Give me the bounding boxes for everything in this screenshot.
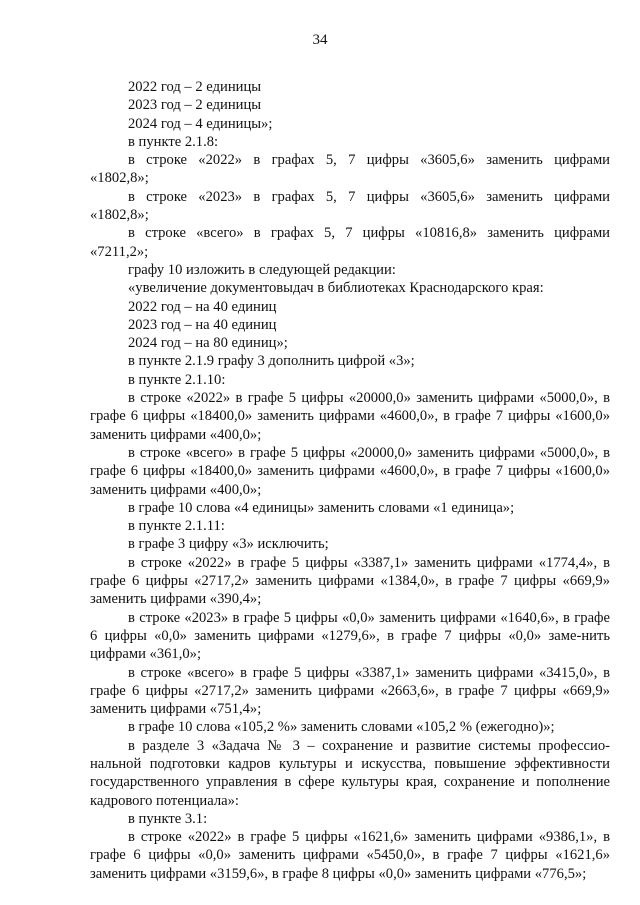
paragraph: в графе 3 цифру «3» исключить; <box>128 536 329 553</box>
paragraph: в строке «2023» в графе 5 цифры «0,0» заменить цифрами «1640,6», в графе 6 цифры «0,0» заменить цифрами «1279,6», в графе 7 цифры «0,0» заме-нить цифрами «361,0»; <box>90 609 610 663</box>
paragraph: в строке «2022» в графе 5 цифры «20000,0» заменить цифрами «5000,0», в графе 6 цифры «18400,0» заменить цифрами «4600,0», в графе 7 цифры «1600,0» заменить цифрами «400,0»; <box>90 390 610 443</box>
paragraph: 2022 год – 2 единицы <box>128 79 262 95</box>
paragraph: «7211,2»; <box>90 243 149 260</box>
paragraph: в пункте 2.1.10: <box>128 371 226 388</box>
paragraph: графу 10 изложить в следующей редакции: <box>128 261 396 278</box>
paragraph: «1802,8»; <box>90 170 149 187</box>
paragraph: «1802,8»; <box>90 207 149 224</box>
paragraph: в строке «2022» в графах 5, 7 цифры «3605,6» заменить цифрами <box>128 152 610 169</box>
paragraph: в графе 10 слова «4 единицы» заменить словами «1 единица»; <box>128 499 515 516</box>
paragraph: в графе 10 слова «105,2 %» заменить словами «105,2 % (ежегодно)»; <box>128 719 555 736</box>
paragraph: в разделе 3 «Задача № 3 – сохранение и развитие системы профессио-нальной подготовки кадров культуры и искусства, повышение эффективности государственного управления в сфере культуры края, сохранение и пополнение кадрового потенциала»: <box>90 737 610 809</box>
paragraph: в строке «2022» в графе 5 цифры «3387,1» заменить цифрами «1774,4», в графе 6 цифры «2717,2» заменить цифрами «1384,0», в графе 7 цифры «669,9» заменить цифрами «390,4»; <box>90 554 610 608</box>
paragraph: 2023 год – на 40 единиц <box>128 316 277 333</box>
paragraph: в строке «2022» в графе 5 цифры «1621,6» заменить цифрами «9386,1», в графе 6 цифры «0,0» заменить цифрами «5450,0», в графе 7 цифры «1621,6» заменить цифрами «3159,6», в графе 8 цифры «0,0» заменить цифрами «776,5»; <box>90 829 610 882</box>
paragraph: в строке «всего» в графах 5, 7 цифры «10816,8» заменить цифрами <box>128 225 610 242</box>
paragraph: в строке «всего» в графе 5 цифры «3387,1» заменить цифрами «3415,0», в графе 6 цифры «2717,2» заменить цифрами «2663,6», в графе 7 цифры «669,9» заменить цифрами «751,4»; <box>90 664 610 718</box>
paragraph: в пункте 2.1.9 графу 3 дополнить цифрой «3»; <box>128 353 415 370</box>
paragraph: в строке «2023» в графах 5, 7 цифры «3605,6» заменить цифрами <box>128 188 610 205</box>
paragraph: в строке «всего» в графе 5 цифры «20000,0» заменить цифрами «5000,0», в графе 6 цифры «18400,0» заменить цифрами «4600,0», в графе 7 цифры «1600,0» заменить цифрами «400,0»; <box>90 444 610 498</box>
paragraph: 2024 год – на 80 единиц»; <box>128 335 288 352</box>
page-number: 34 <box>312 32 328 48</box>
document-body <box>90 78 610 883</box>
paragraph: «увеличение документовыдач в библиотеках Краснодарского края: <box>128 280 544 297</box>
paragraph: в пункте 3.1: <box>128 810 208 827</box>
paragraph: 2023 год – 2 единицы <box>128 97 262 114</box>
paragraph: 2022 год – на 40 единиц <box>128 298 277 315</box>
paragraph: в пункте 2.1.8: <box>128 133 219 150</box>
paragraph: в пункте 2.1.11: <box>128 518 225 535</box>
paragraph: 2024 год – 4 единицы»; <box>128 115 273 132</box>
